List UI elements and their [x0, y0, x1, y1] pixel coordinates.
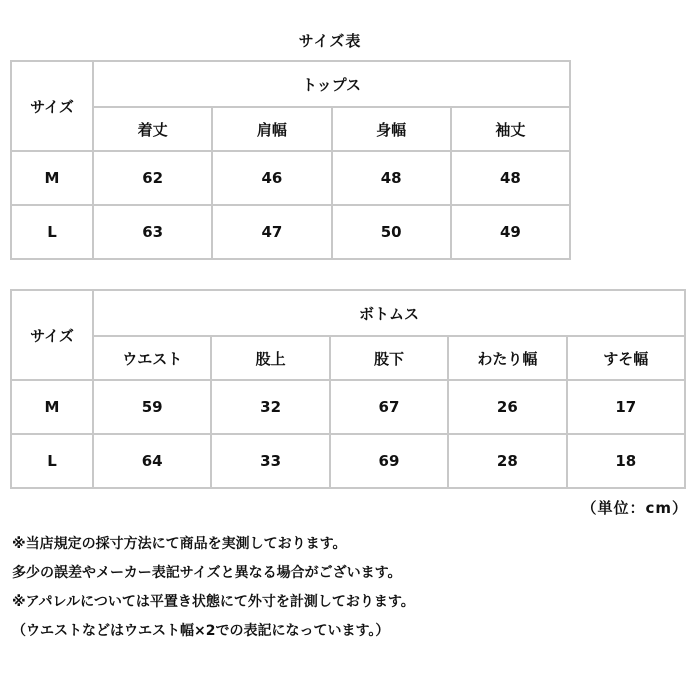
note-line: ※当店規定の採寸方法にて商品を実測しております。 [12, 536, 347, 552]
value-cell: 63 [93, 205, 212, 259]
value-cell: 50 [332, 205, 451, 259]
page-title: サイズ表 [298, 32, 362, 50]
column-header-shoulder: 肩幅 [212, 107, 331, 151]
value-cell: 62 [93, 151, 212, 205]
value-cell: 64 [93, 434, 211, 488]
column-header-inseam: 股下 [330, 336, 448, 380]
value-cell: 17 [567, 380, 685, 434]
column-header-hem: すそ幅 [567, 336, 685, 380]
note-line: （ウエストなどはウエスト幅×2での表記になっています。） [12, 623, 390, 639]
column-header-sleeve: 袖丈 [451, 107, 570, 151]
value-cell: 49 [451, 205, 570, 259]
value-cell: 18 [567, 434, 685, 488]
value-cell: 59 [93, 380, 211, 434]
table-row [11, 205, 570, 259]
column-header-length: 着丈 [93, 107, 212, 151]
table-row [11, 380, 685, 434]
note-line: ※アパレルについては平置き状態にて外寸を計測しております。 [12, 594, 415, 610]
tops-size-table [10, 60, 571, 260]
unit-label: （単位：cm） [581, 499, 688, 517]
size-cell: L [11, 434, 93, 488]
column-header-rise: 股上 [211, 336, 329, 380]
note-line: 多少の誤差やメーカー表記サイズと異なる場合がございます。 [12, 565, 402, 581]
table-row [11, 151, 570, 205]
size-cell: M [11, 380, 93, 434]
value-cell: 48 [332, 151, 451, 205]
column-header-chest: 身幅 [332, 107, 451, 151]
column-header-thigh: わたり幅 [448, 336, 566, 380]
value-cell: 26 [448, 380, 566, 434]
value-cell: 28 [448, 434, 566, 488]
value-cell: 69 [330, 434, 448, 488]
size-header: サイズ [11, 61, 93, 151]
column-header-waist: ウエスト [93, 336, 211, 380]
value-cell: 47 [212, 205, 331, 259]
notes-block [12, 530, 415, 646]
value-cell: 33 [211, 434, 329, 488]
table-row [11, 434, 685, 488]
value-cell: 32 [211, 380, 329, 434]
size-cell: L [11, 205, 93, 259]
value-cell: 67 [330, 380, 448, 434]
size-cell: M [11, 151, 93, 205]
tops-group-header: トップス [93, 61, 570, 107]
value-cell: 48 [451, 151, 570, 205]
bottoms-size-table [10, 289, 686, 489]
value-cell: 46 [212, 151, 331, 205]
bottoms-group-header: ボトムス [93, 290, 685, 336]
size-header: サイズ [11, 290, 93, 380]
